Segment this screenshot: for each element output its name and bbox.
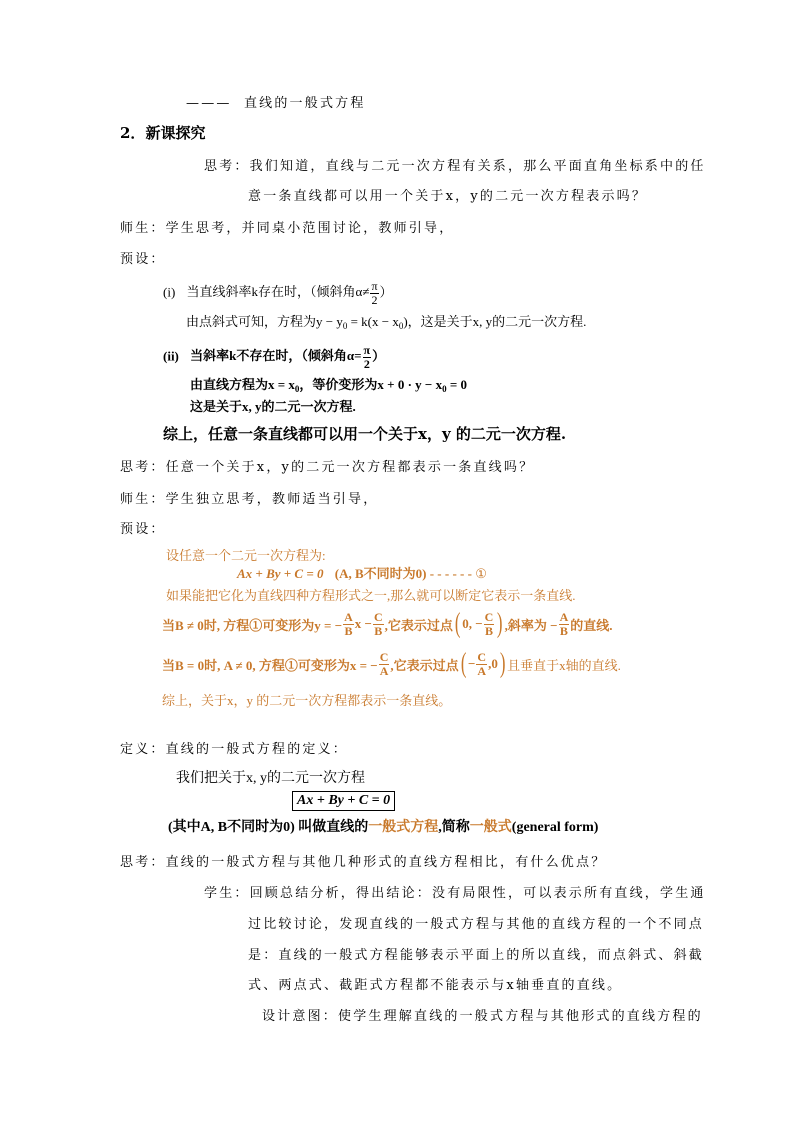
frac-num: π: [363, 343, 371, 357]
l5-text-c: 且垂直于x轴的直线.: [507, 657, 621, 673]
summary1: 综上，任意一条直线都可以用一个关于x，y 的二元一次方程.: [163, 425, 567, 443]
case2-eq-c: = 0: [446, 377, 467, 392]
case2-line1: [163, 344, 385, 371]
think3: 思考：直线的一般式方程与其他几种形式的直线方程相比，有什么优点？: [120, 855, 607, 870]
right-paren: ): [499, 648, 506, 679]
boxed-equation: Ax + By + C = 0: [292, 791, 395, 811]
frac-den: B: [559, 623, 568, 638]
right-paren: ): [497, 608, 503, 639]
fraction-c-over-a: [379, 651, 390, 678]
l4-x: x −: [354, 616, 372, 631]
left-paren: (: [460, 648, 467, 679]
student-line2: 过比较讨论，发现直线的一般式方程与其他的直线方程的一个不同点: [248, 917, 705, 932]
case2-line3: 这是关于x, y的二元一次方程.: [190, 399, 356, 414]
def-text-e: (general form): [511, 820, 599, 835]
fraction-c-over-b: [373, 611, 384, 638]
section-title: 新课探究: [145, 124, 206, 142]
frac-num: C: [477, 649, 487, 664]
orange-line4: [162, 607, 613, 641]
case2-eq-a: 由直线方程为x = x: [190, 377, 295, 392]
case2-label: (ii): [163, 348, 179, 364]
point-zero: ,0: [488, 656, 498, 671]
frac-num: π: [371, 279, 378, 293]
frac-num: C: [373, 609, 383, 624]
section-number: 2．: [120, 124, 146, 142]
sub-zero: 0: [442, 384, 447, 394]
frac-num: A: [344, 609, 353, 624]
case2-close: ）: [372, 348, 386, 364]
fraction-c-over-a-2: [476, 651, 487, 678]
def-text-c: ,简称: [438, 820, 470, 835]
case2-line2: [190, 374, 467, 394]
orange-line6: 综上，关于x，y 的二元一次方程都表示一条直线。: [162, 693, 452, 708]
header-title: 直线的一般式方程: [243, 96, 366, 111]
orange-line5: 当B = 0时, A ≠ 0, 方程①可变形为x = − $\frac{C}{A}$ ,它表示过点 ( − $\frac{C}{A}$ ,0 ) 且垂直于x轴的直线.: [162, 648, 621, 679]
fraction-c-over-b-2: [484, 611, 495, 638]
sub-zero: 0: [342, 321, 348, 331]
general-equation: Ax + By + C = 0: [237, 566, 324, 581]
case1-eq-c: )，这是关于x, y的二元一次方程.: [403, 314, 587, 329]
frac-den: B: [374, 623, 383, 638]
case1-line1: [163, 280, 393, 307]
definition-line1: 我们把关于x, y的二元一次方程: [176, 771, 365, 786]
def-text-a: (其中A, B不同时为0) 叫做直线的: [168, 820, 369, 835]
think2: 思考：任意一个关于x，y的二元一次方程都表示一条直线吗？: [120, 460, 535, 475]
orange-line2: [237, 563, 487, 582]
student-line4: 式、两点式、截距式方程都不能表示与x轴垂直的直线。: [248, 978, 623, 993]
frac-den: A: [379, 663, 389, 678]
preset1: 预设：: [120, 252, 166, 267]
point-zero: 0, −: [462, 616, 483, 631]
case2-text: 当斜率k不存在时，（倾斜角α=: [190, 348, 362, 364]
def-highlight-general-form: 一般式: [469, 820, 512, 835]
l5-text-b: ,它表示过点: [390, 657, 459, 673]
frac-den: B: [484, 623, 493, 638]
student-line1: 学生：回顾总结分析，得出结论：没有局限性，可以表示所有直线，学生通: [204, 886, 706, 901]
case1-fraction: [370, 280, 378, 307]
case1-label: (i): [163, 284, 176, 300]
section-heading: [120, 122, 205, 143]
design-intent: 设计意图：使学生理解直线的一般式方程与其他形式的直线方程的: [262, 1009, 703, 1024]
teacher2: 师生：学生独立思考，教师适当引导，: [120, 492, 379, 507]
def-highlight-general-equation: 一般式方程: [368, 820, 439, 835]
l4-text-c: ,斜率为 −: [504, 617, 558, 633]
definition-label: 定义：直线的一般式方程的定义：: [120, 742, 349, 757]
fraction-a-over-b: [343, 611, 354, 638]
l4-text-d: 的直线.: [570, 617, 613, 633]
frac-den: 2: [363, 357, 370, 371]
preset2: 预设：: [120, 522, 166, 537]
l4-text-a: 当B ≠ 0时, 方程①可变形为y = −: [162, 617, 343, 633]
frac-num: C: [379, 649, 389, 664]
frac-den: 2: [371, 293, 378, 307]
teacher1: 师生：学生思考，并同桌小范围讨论，教师引导，: [120, 221, 455, 236]
case1-text: 当直线斜率k存在时，（倾斜角α≠: [186, 284, 370, 300]
think1-line2: 意一条直线都可以用一个关于x，y的二元一次方程表示吗？: [248, 189, 648, 204]
sub-zero: 0: [294, 384, 300, 394]
student-line3: 是：直线的一般式方程能够表示平面上的所以直线，而点斜式、斜截: [248, 948, 705, 963]
think1-line1: 思考：我们知道，直线与二元一次方程有关系，那么平面直角坐标系中的任: [204, 159, 706, 174]
fraction-a-over-b-2: [559, 611, 570, 638]
circled-one: ①: [475, 566, 487, 581]
sub-zero: 0: [398, 321, 404, 331]
header-dash: ———: [186, 96, 232, 111]
definition-line3: [168, 816, 598, 836]
orange-line1: 设任意一个二元一次方程为:: [166, 548, 326, 563]
case2-fraction: [363, 344, 372, 371]
case2-eq-b: ，等价变形为x + 0 · y − x: [299, 377, 443, 392]
frac-den: A: [477, 663, 487, 678]
orange-line3: 如果能把它化为直线四种方程形式之一,那么就可以断定它表示一条直线.: [166, 588, 576, 603]
left-paren: (: [454, 608, 461, 639]
case1-eq-a: 由点斜式可知，方程为y − y: [186, 314, 343, 329]
header: [186, 92, 366, 111]
case1-line2: [186, 311, 586, 331]
frac-num: C: [484, 609, 494, 624]
frac-den: B: [344, 623, 353, 638]
equation-condition: (A, B不同时为0) - - - - - -: [334, 566, 472, 581]
l5-text-a: 当B = 0时, A ≠ 0, 方程①可变形为x = −: [162, 657, 378, 673]
case1-eq-b: = k(x − x: [347, 314, 399, 329]
frac-num: A: [559, 609, 569, 624]
definition-equation: [292, 791, 395, 811]
case1-close: ）: [379, 284, 393, 300]
l4-text-b: ,它表示过点: [384, 617, 453, 633]
